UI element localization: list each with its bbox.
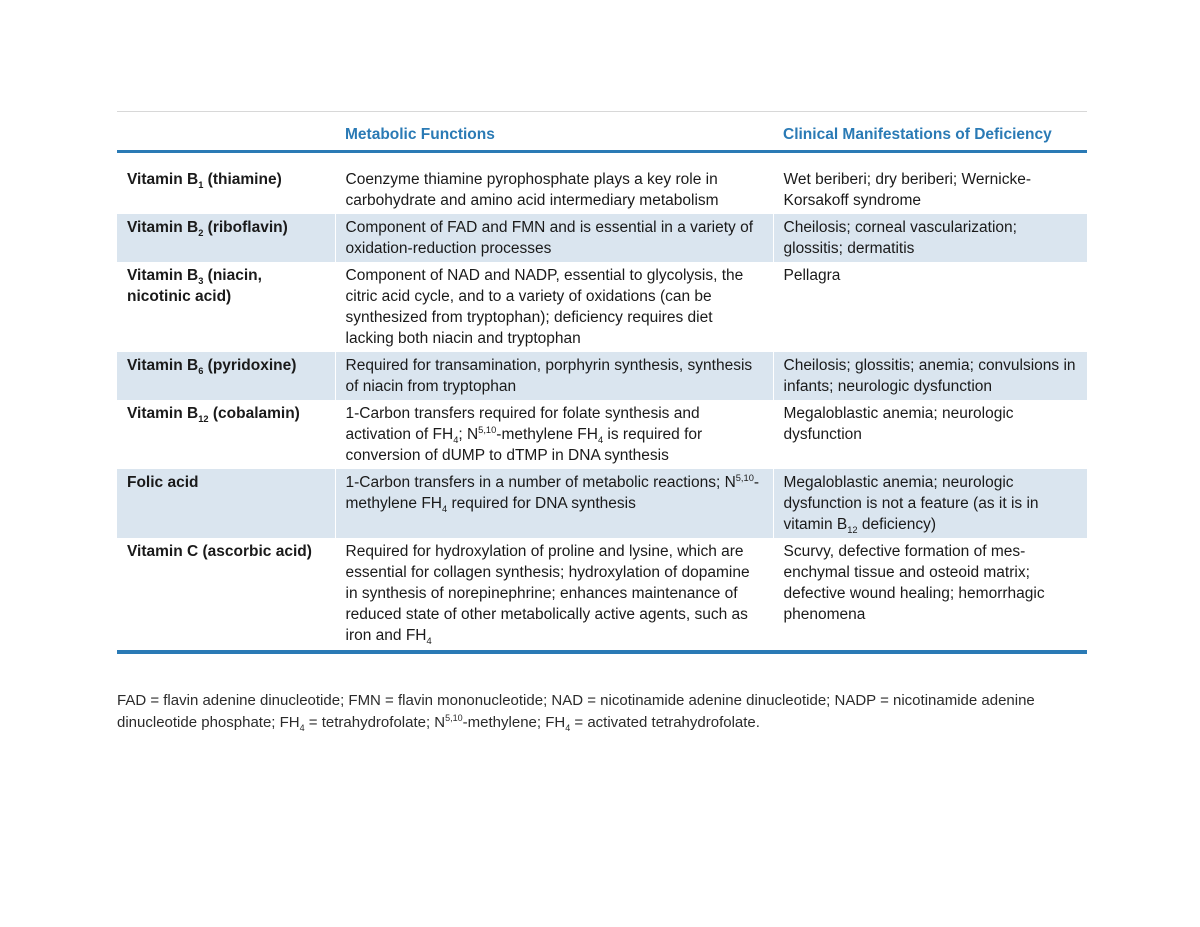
table-header-row	[117, 112, 1087, 152]
vitamin-table	[117, 112, 1087, 650]
metabolic-function: Coenzyme thiamine pyrophosphate plays a key role in carbohydrate and amino acid intermediary metabolism	[335, 152, 773, 215]
vitamin-name: Vitamin $B_1$ (thiamine)	[127, 171, 282, 191]
table-row-b12	[117, 400, 1087, 469]
vitamin-name: Vitamin $B_2$ (riboflavin)	[117, 214, 335, 262]
metabolic-function: Component of NAD and NADP, essential to glycolysis, the citric acid cycle, and to a variety of oxidations (can be synthesized from tryptophan); deficiency requires diet lacking both niacin and tryptophan	[335, 262, 773, 352]
table-footnote: FAD = flavin adenine dinucleotide; FMN = flavin mononucleotide; NAD = nicotinamide adenine dinucleotide; NADP = nicotinamide adenine dinucleotide phosphate; $FH_4$ = tetrahydrofolate; N$^{5,10}$-methylene; $FH_4$ = activated tetrahydrofolate.	[117, 692, 1035, 733]
table-row-b3	[117, 262, 1087, 352]
vitamin-name: Folic acid	[117, 469, 335, 538]
metabolic-function: Required for transamination, porphyrin synthesis, synthesis of niacin from tryptophan	[335, 352, 773, 400]
deficiency-manifestation: Cheilosis; glossitis; anemia; convulsions in infants; neurologic dysfunction	[773, 352, 1087, 400]
table-row-b2	[117, 214, 1087, 262]
table-bottom-rule	[117, 650, 1087, 654]
metabolic-function: 1-Carbon transfers in a number of metabolic reactions; N$^{5,10}$-methylene $FH_4$ required for DNA synthesis	[335, 469, 773, 538]
metabolic-function: Required for hydroxylation of proline and lysine, which are essential for collagen synthesis; hydroxylation of dopamine in synthesis of norepinephrine; enhances maintenance of reduced state of other metabolically active agents, such as iron and $FH_4$	[335, 538, 773, 650]
vitamin-name: Vitamin $B_3$ (niacin, nicotinic acid)	[127, 267, 262, 305]
vitamin-name: Vitamin C (ascorbic acid)	[127, 543, 312, 560]
deficiency-manifestation: Scurvy, defective formation of mes-enchymal tissue and osteoid matrix; defective wound healing; hemorrhagic phenomena	[783, 543, 1045, 623]
deficiency-manifestation: Cheilosis; corneal vascularization; glossitis; dermatitis	[773, 214, 1087, 262]
deficiency-manifestation: Pellagra	[783, 267, 841, 284]
table-row-b6	[117, 352, 1087, 400]
metabolic-function: 1-Carbon transfers required for folate synthesis and activation of $FH_4$; N$^{5,10}$-methylene $FH_4$ is required for conversion of dUMP to dTMP in DNA synthesis	[335, 400, 773, 469]
vitamin-table-container	[117, 111, 1087, 654]
header-vitamin	[117, 112, 335, 152]
table-row-folic-acid	[117, 469, 1087, 538]
deficiency-manifestation: Megaloblastic anemia; neurologic dysfunction	[783, 405, 1014, 443]
header-metabolic-functions: Metabolic Functions	[335, 112, 773, 152]
deficiency-manifestation: Wet beriberi; dry beriberi; Wernicke-Korsakoff syndrome	[783, 171, 1032, 209]
vitamin-name: Vitamin $B_6$ (pyridoxine)	[117, 352, 335, 400]
table-row-b1	[117, 152, 1087, 215]
vitamin-name: Vitamin $B_{12}$ (cobalamin)	[127, 405, 300, 425]
metabolic-function: Component of FAD and FMN and is essential in a variety of oxidation-reduction processes	[335, 214, 773, 262]
deficiency-manifestation: Megaloblastic anemia; neurologic dysfunction is not a feature (as it is in vitamin $B_{12}$ deficiency)	[773, 469, 1087, 538]
header-clinical-manifestations: Clinical Manifestations of Deficiency	[773, 112, 1087, 152]
table-row-vitamin-c	[117, 538, 1087, 650]
